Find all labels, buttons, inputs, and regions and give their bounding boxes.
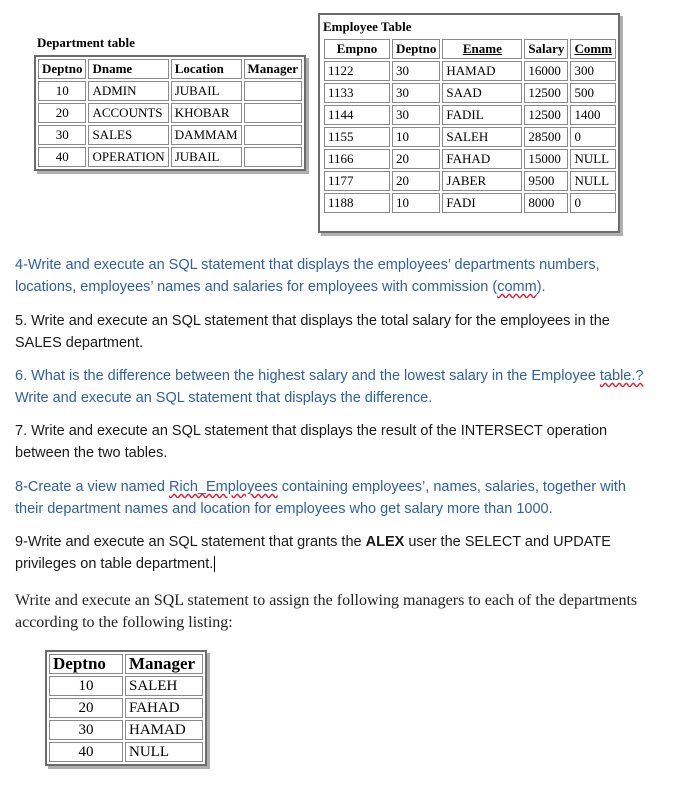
table-row [49, 676, 203, 696]
question-6-flagged-word: table.? [599, 368, 644, 384]
question-5: 5. Write and execute an SQL statement that displays the total salary for the employees in the SALES department. [15, 313, 610, 351]
mgr-cell: 40 [49, 742, 123, 762]
emp-header-comm: Comm [570, 39, 616, 59]
emp-header-empno: Empno [324, 39, 390, 59]
mgr-header-manager: Manager [125, 654, 203, 674]
question-6-text: 6. What is the difference between the highest salary and the lowest salary in the Employee [15, 368, 600, 384]
dept-cell: 40 [38, 147, 86, 167]
emp-cell: 1400 [570, 105, 616, 125]
employee-table-title: Employee Table [323, 19, 412, 34]
emp-cell: FADIL [442, 105, 522, 125]
table-row [324, 105, 616, 125]
dept-cell: KHOBAR [171, 103, 242, 123]
emp-cell: 500 [570, 83, 616, 103]
employee-table-header-row [324, 39, 616, 59]
dept-cell: SALES [88, 125, 168, 145]
mgr-cell: SALEH [125, 676, 203, 696]
department-table-title: Department table [37, 35, 135, 50]
table-row [324, 61, 616, 81]
dept-cell: DAMMAM [171, 125, 242, 145]
table-row [38, 147, 302, 167]
table-row [38, 81, 302, 101]
table-row [324, 171, 616, 191]
emp-cell: FADI [442, 193, 522, 213]
emp-cell: 1177 [324, 171, 390, 191]
emp-header-salary: Salary [524, 39, 568, 59]
manager-table-header-row [49, 654, 203, 674]
manager-table [47, 652, 205, 764]
question-6 [15, 365, 655, 409]
table-row [49, 720, 203, 740]
mgr-cell: FAHAD [125, 698, 203, 718]
question-8-text: 8-Create a view named [15, 479, 169, 495]
emp-header-deptno: Deptno [392, 39, 440, 59]
question-9-text-end: user the SELECT and UPDATE privileges on table department. [15, 534, 611, 572]
employee-table [322, 37, 618, 215]
emp-cell: 300 [570, 61, 616, 81]
mgr-cell: 30 [49, 720, 123, 740]
emp-cell: 1122 [324, 61, 390, 81]
dept-cell: JUBAIL [171, 81, 242, 101]
mgr-cell: 20 [49, 698, 123, 718]
question-4-text: 4-Write and execute an SQL statement that displays the employees’ departments numbers, locations, employees’ names and salaries for employees with commission ( [15, 257, 600, 295]
emp-cell: FAHAD [442, 149, 522, 169]
emp-cell: 16000 [524, 61, 568, 81]
question-8-text-end: containing employees’, names, salaries, together with their department names and location for employees who get salary more than 1000. [15, 479, 626, 517]
emp-cell: SALEH [442, 127, 522, 147]
emp-cell: 9500 [524, 171, 568, 191]
department-table-figure [34, 15, 300, 171]
table-row [324, 149, 616, 169]
emp-cell: 10 [392, 127, 440, 147]
emp-cell: 1155 [324, 127, 390, 147]
dept-header-location: Location [171, 59, 242, 79]
department-table-header-row [38, 59, 302, 79]
question-4 [15, 254, 655, 298]
emp-cell: 1144 [324, 105, 390, 125]
table-row [324, 83, 616, 103]
emp-cell: JABER [442, 171, 522, 191]
emp-cell: 30 [392, 105, 440, 125]
question-9-text: 9-Write and execute an SQL statement that grants the [15, 534, 366, 550]
dept-cell [244, 81, 303, 101]
dept-cell [244, 103, 303, 123]
table-row [49, 698, 203, 718]
dept-header-deptno: Deptno [38, 59, 86, 79]
dept-cell: ACCOUNTS [88, 103, 168, 123]
text-cursor [214, 556, 215, 572]
question-10: Write and execute an SQL statement to assign the following managers to each of the departments according to the following listing: [15, 592, 638, 631]
dept-cell: 20 [38, 103, 86, 123]
mgr-header-deptno: Deptno [49, 654, 123, 674]
table-row [38, 103, 302, 123]
emp-cell: 1133 [324, 83, 390, 103]
mgr-cell: HAMAD [125, 720, 203, 740]
emp-cell: 15000 [524, 149, 568, 169]
emp-cell: 12500 [524, 83, 568, 103]
emp-cell: 1166 [324, 149, 390, 169]
emp-cell: 20 [392, 149, 440, 169]
dept-cell [244, 125, 303, 145]
emp-cell: 20 [392, 171, 440, 191]
emp-cell: 12500 [524, 105, 568, 125]
question-6-text-end: Write and execute an SQL statement that displays the difference. [15, 390, 433, 406]
dept-cell: JUBAIL [171, 147, 242, 167]
question-4-flagged-word: comm [497, 279, 537, 295]
table-row [38, 125, 302, 145]
table-row [324, 193, 616, 213]
emp-cell: 0 [570, 127, 616, 147]
emp-cell: 30 [392, 61, 440, 81]
dept-cell [244, 147, 303, 167]
dept-cell: 10 [38, 81, 86, 101]
dept-cell: 30 [38, 125, 86, 145]
dept-cell: ADMIN [88, 81, 168, 101]
emp-cell: 1188 [324, 193, 390, 213]
department-table-frame [34, 55, 306, 171]
emp-cell: SAAD [442, 83, 522, 103]
question-8-flagged-word: Rich_Employees [168, 479, 278, 495]
emp-cell: NULL [570, 171, 616, 191]
dept-header-manager: Manager [244, 59, 303, 79]
mgr-cell: NULL [125, 742, 203, 762]
dept-header-dname: Dname [88, 59, 168, 79]
emp-cell: 8000 [524, 193, 568, 213]
emp-header-ename: Ename [442, 39, 522, 59]
employee-table-figure [318, 13, 620, 233]
dept-cell: OPERATION [88, 147, 168, 167]
question-8 [15, 476, 655, 520]
emp-cell: 28500 [524, 127, 568, 147]
mgr-cell: 10 [49, 676, 123, 696]
question-7: 7. Write and execute an SQL statement that displays the result of the INTERSECT operation between the two tables. [15, 423, 608, 461]
emp-cell: 10 [392, 193, 440, 213]
table-row [49, 742, 203, 762]
question-9 [15, 531, 655, 575]
emp-cell: NULL [570, 149, 616, 169]
emp-cell: HAMAD [442, 61, 522, 81]
question-4-text-end: ). [536, 279, 546, 295]
table-row [324, 127, 616, 147]
question-9-user-name: ALEX [365, 534, 405, 550]
emp-cell: 0 [570, 193, 616, 213]
emp-cell: 30 [392, 83, 440, 103]
department-table [36, 57, 304, 169]
manager-table-figure [45, 650, 207, 766]
